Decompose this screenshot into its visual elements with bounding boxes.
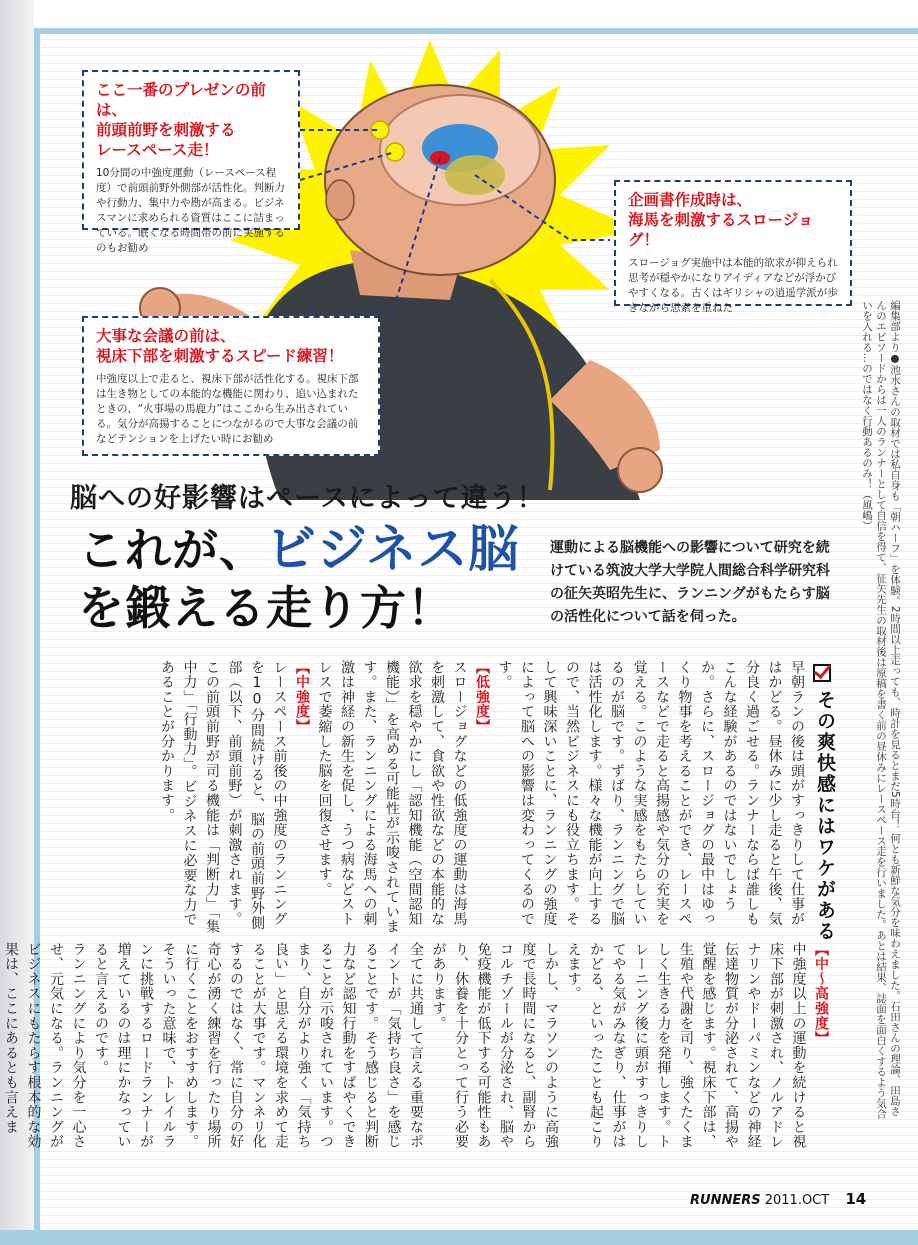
paragraph-body-4: ランニングにより気分を一心させ、元気になる。ランニングがビジネスにもたらす根本的な効果は、ここにあるとも言えま xyxy=(3,942,87,1150)
page-footer xyxy=(690,1190,866,1208)
paragraph-low-intensity: スロージョグなどの低強度の運動は海馬を刺激して、食欲や性欲などの本能的な欲求を穏やかにし「認知機能（空間認知機能）」を高める可能性が示唆されています。また、ランニングによる海馬への刺激は神経の新生を促し、うつ病などストレスで萎縮した脳を回復させます。 xyxy=(316,660,468,935)
callout-hippocampus xyxy=(614,180,852,314)
article-lead: 運動による脳機能への影響について研究を続けている筑波大学大学院人間総合科学研究科の征矢英昭先生に、ランニングがもたらす脳の活性化について話を伺った。 xyxy=(550,540,830,625)
checkmark-icon xyxy=(813,664,831,682)
callout-hippocampus-body: スロージョグ実施中は本能的欲求が抑えられ思考が穏やかになりアイディアなどが浮かびやすくなる。古くはギリシャの逍遥学派が歩きながら思索を重ねた xyxy=(628,257,838,314)
section-low-intensity-head: 【 低強度 】 xyxy=(471,660,494,935)
paragraph-midhigh-intensity: 中強度以上の運動を続けると視床下部が刺激され、ノルアドレナリンやドーパミンなどの神経伝達物質が分泌されて、高揚や覚醒を感じます。視床下部は、生殖や代謝を司り、強くたくましく生きる力を発揮します。トレーニング後に頭がすっきりしてやる気がみなぎり、仕事がはかどる、といったことも起こりえます。 xyxy=(565,942,807,1150)
paragraph-intro: 早朝ランの後は頭がすっきりして仕事がはかどる。昼休みに少し走ると午後、気分良く過ごせる。ランナーならば誰しもこんな経験があるのではないでしょうか。さらに、スロージョグの最中はゆっくり物事を考えることができ、レースペースなどで走ると高揚感や気分の充実を覚える。このような実感をもたらしているのが脳です。ずばり、ランニングで脳は活性化します。様々な機能が向上するので、当然ビジネスにも役立ちます。そして興味深いことに、ランニングの強度によって脳への影響は変わってくるのです。 xyxy=(496,660,805,927)
section-heading-text: その爽快感にはワケがある xyxy=(814,690,836,942)
runner-ear xyxy=(326,180,354,220)
callout-prefrontal-title-1: ここ一番のプレゼンの前は、 xyxy=(96,81,266,119)
headline-post: を鍛える走り方！ xyxy=(78,581,454,635)
callout-prefrontal-title-2: 前頭前野を刺激する xyxy=(96,121,236,139)
headline-pre: これが、 xyxy=(78,523,266,577)
callout-hypothalamus-title-1: 大事な会議の前は、 xyxy=(96,327,236,345)
paragraph-body-2: しかし、マラソンのように高強度で長時間になると、副腎からコルチゾールが分泌され、脳や免疫機能が低下する可能性もあり、休養を十分とって行う必要があります。 xyxy=(430,942,559,1150)
article-body-bottom xyxy=(3,942,832,1157)
brain-core xyxy=(430,151,450,165)
page-frame-bottom xyxy=(0,1230,918,1245)
paragraph-body-3: 全てに共通して言える重要なポイントが「気持ち良さ」を感じることです。そう感じると判断力など認知行動をすばやくできることが示唆されています。つまり、自分がより強く「気持ち良い」と思える環境を求めて走ることが大事です。マンネリ化するのではなく、常に自分の好奇心が湧く練習を行ったり場所に行くことをおすすめします。そういった意味で、トレイルランに挑戦するロードランナーが増えているのは理にかなっていると言えるのです。 xyxy=(93,942,424,1150)
callout-prefrontal-body: 10分間の中強度運動（レースペース程度）で前頭前野外側部が活性化。判断力や行動力、集中力や勘が高まる。ビジネスマンに求められる資質はここに詰まっている。眠くなる時間帯の前に実施するのもお勧め xyxy=(96,167,285,254)
paragraph-mid-intensity: レースペース前後の中強度のランニングを10分間続けると、脳の前頭前野外側部（以下、前頭前野）が刺激されます。この前頭前野が司る機能は「判断力」「集中力」「行動力」。ビジネスに必要な力であることが分かります。 xyxy=(159,660,288,935)
article-body-top xyxy=(72,660,808,935)
callout-hippocampus-title-2: 海馬を刺激するスロージョグ！ xyxy=(628,211,814,249)
callout-hippocampus-title-1: 企画書作成時は、 xyxy=(628,191,753,209)
section-midhigh-intensity-head: 【 中～高強度 】 xyxy=(810,942,833,1157)
magazine-name: RUNNERS xyxy=(690,1193,761,1208)
section-heading xyxy=(812,690,839,942)
page-frame-top xyxy=(0,0,918,34)
callout-hypothalamus-body: 中強度以上で走ると、視床下部が活性化する。視床下部は生き物としての本能的な機能に関わり、追い込まれたときの、“火事場の馬鹿力”はここから生み出されている。気分が高揚することにつながるので大事な会議の前などテンションを上げたい時にお勧め xyxy=(96,373,359,445)
headline-highlight: ビジネス脳 xyxy=(266,520,520,578)
callout-prefrontal xyxy=(82,70,300,254)
callout-prefrontal-title-3: レースペース走！ xyxy=(96,141,219,159)
callout-hypothalamus xyxy=(82,316,380,456)
section-mid-intensity-head: 【 中強度 】 xyxy=(291,660,314,935)
callout-hypothalamus-title-2: 視床下部を刺激するスピード練習！ xyxy=(96,347,344,365)
article-subheadline: 脳への好影響はペースによって違う！ xyxy=(70,483,545,514)
issue-date: 2011.OCT xyxy=(764,1193,830,1208)
article-headline xyxy=(78,520,520,637)
page-number: 14 xyxy=(845,1190,867,1208)
editor-note: 編集部より●池水さんの取材では私自身も「朝ハーフ」を体験。2時間以上走っても、時計を見るとまだ5時台！ 何とも新鮮な気分を味わえました。石田さんの理論、田島さんのエピソードからは一人のランナーとして自信を得て、征矢先生の取材後は原稿を書く前の昼休みにレースペース走を行いました。あとは結果、誌面を面白くするよう気合いを入れる…のではなく行動あるのみ！（風嶋） xyxy=(861,300,901,1119)
